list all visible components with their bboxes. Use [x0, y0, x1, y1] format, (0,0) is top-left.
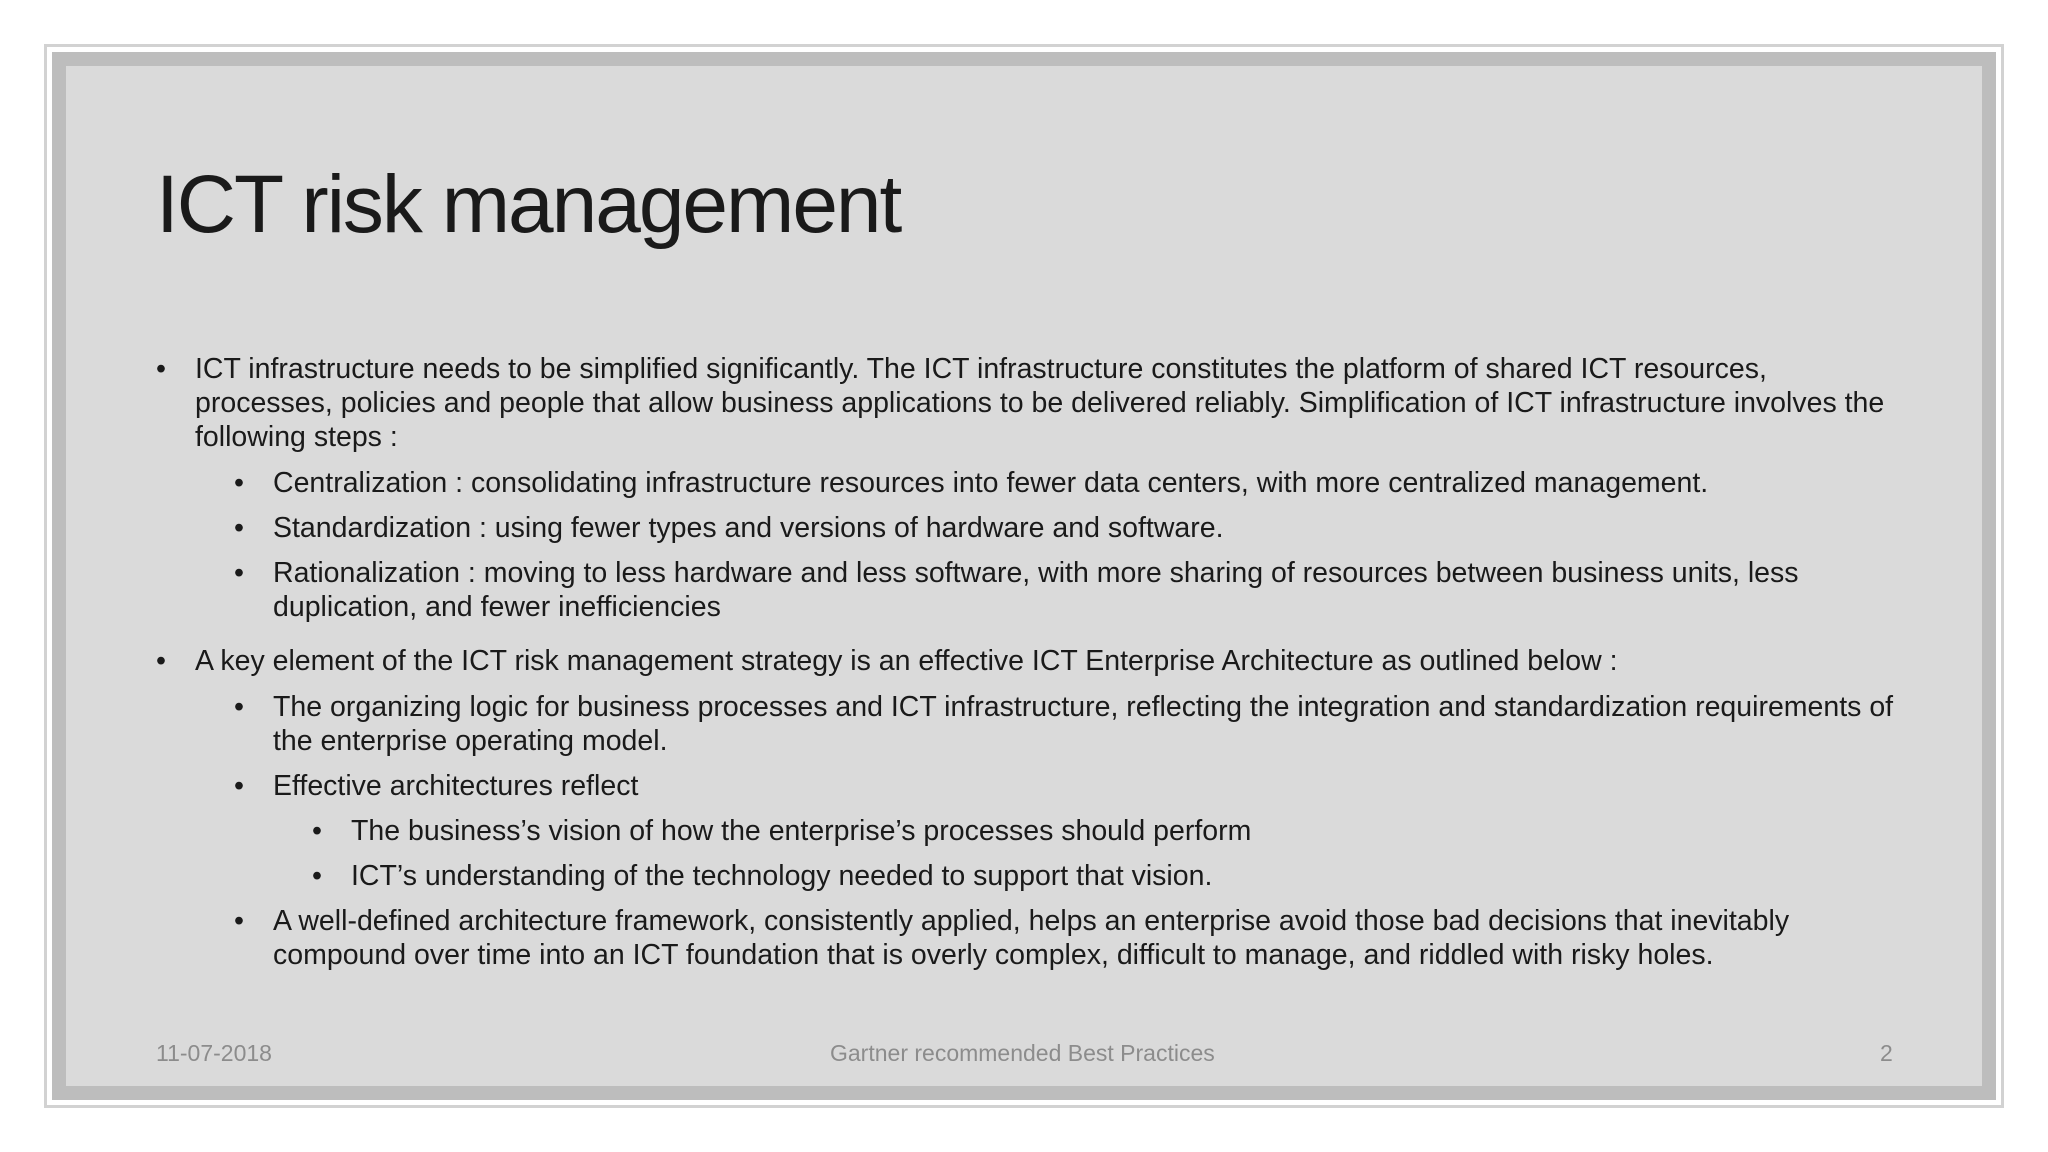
sub-bullet-text: A well-defined architecture framework, consistently applied, helps an enterprise avoid those bad decisions that inevitably compound over time into an ICT foundation that is overly complex, difficult to manage, and riddled with risky holes.	[273, 905, 1790, 971]
bullet-text: A key element of the ICT risk management strategy is an effective ICT Enterprise Architecture as outlined below :	[195, 645, 1618, 677]
sub-bullet-text: Rationalization : moving to less hardware and less software, with more sharing of resources between business units, less duplication, and fewer inefficiencies	[273, 557, 1799, 623]
sub-bullet-item	[234, 511, 1896, 545]
sub-bullet-item	[234, 466, 1896, 500]
sub-bullet-item	[234, 556, 1896, 624]
sub-bullet-list	[234, 466, 1896, 624]
sub-bullet-item	[234, 690, 1896, 758]
sub-sub-bullet-item	[312, 814, 1896, 848]
sub-bullet-text: Standardization : using fewer types and versions of hardware and software.	[273, 512, 1224, 544]
slide-body	[156, 352, 1896, 983]
sub-sub-bullet-text: The business’s vision of how the enterprise’s processes should perform	[351, 815, 1252, 847]
footer-title: Gartner recommended Best Practices	[830, 1040, 1215, 1066]
sub-bullet-text: Effective architectures reflect	[273, 770, 639, 802]
sub-sub-bullet-item	[312, 859, 1896, 893]
bullet-item	[156, 352, 1896, 624]
sub-bullet-item	[234, 769, 1896, 893]
bullet-item	[156, 644, 1896, 972]
sub-bullet-text: Centralization : consolidating infrastructure resources into fewer data centers, with more centralized management.	[273, 467, 1709, 499]
sub-sub-bullet-list	[312, 814, 1896, 893]
sub-bullet-list	[234, 690, 1896, 972]
bullet-list	[156, 352, 1896, 972]
footer-date: 11-07-2018	[156, 1040, 272, 1066]
slide-title: ICT risk management	[156, 159, 901, 250]
sub-sub-bullet-text: ICT’s understanding of the technology needed to support that vision.	[351, 860, 1213, 892]
bullet-text: ICT infrastructure needs to be simplified significantly. The ICT infrastructure constitutes the platform of shared ICT resources, processes, policies and people that allow business applications to be delivered reliably. Simplification of ICT infrastructure involves the following steps :	[195, 353, 1885, 453]
sub-bullet-text: The organizing logic for business processes and ICT infrastructure, reflecting the integration and standardization requirements of the enterprise operating model.	[273, 691, 1894, 757]
sub-bullet-item	[234, 904, 1896, 972]
slide-number: 2	[1880, 1040, 1893, 1066]
